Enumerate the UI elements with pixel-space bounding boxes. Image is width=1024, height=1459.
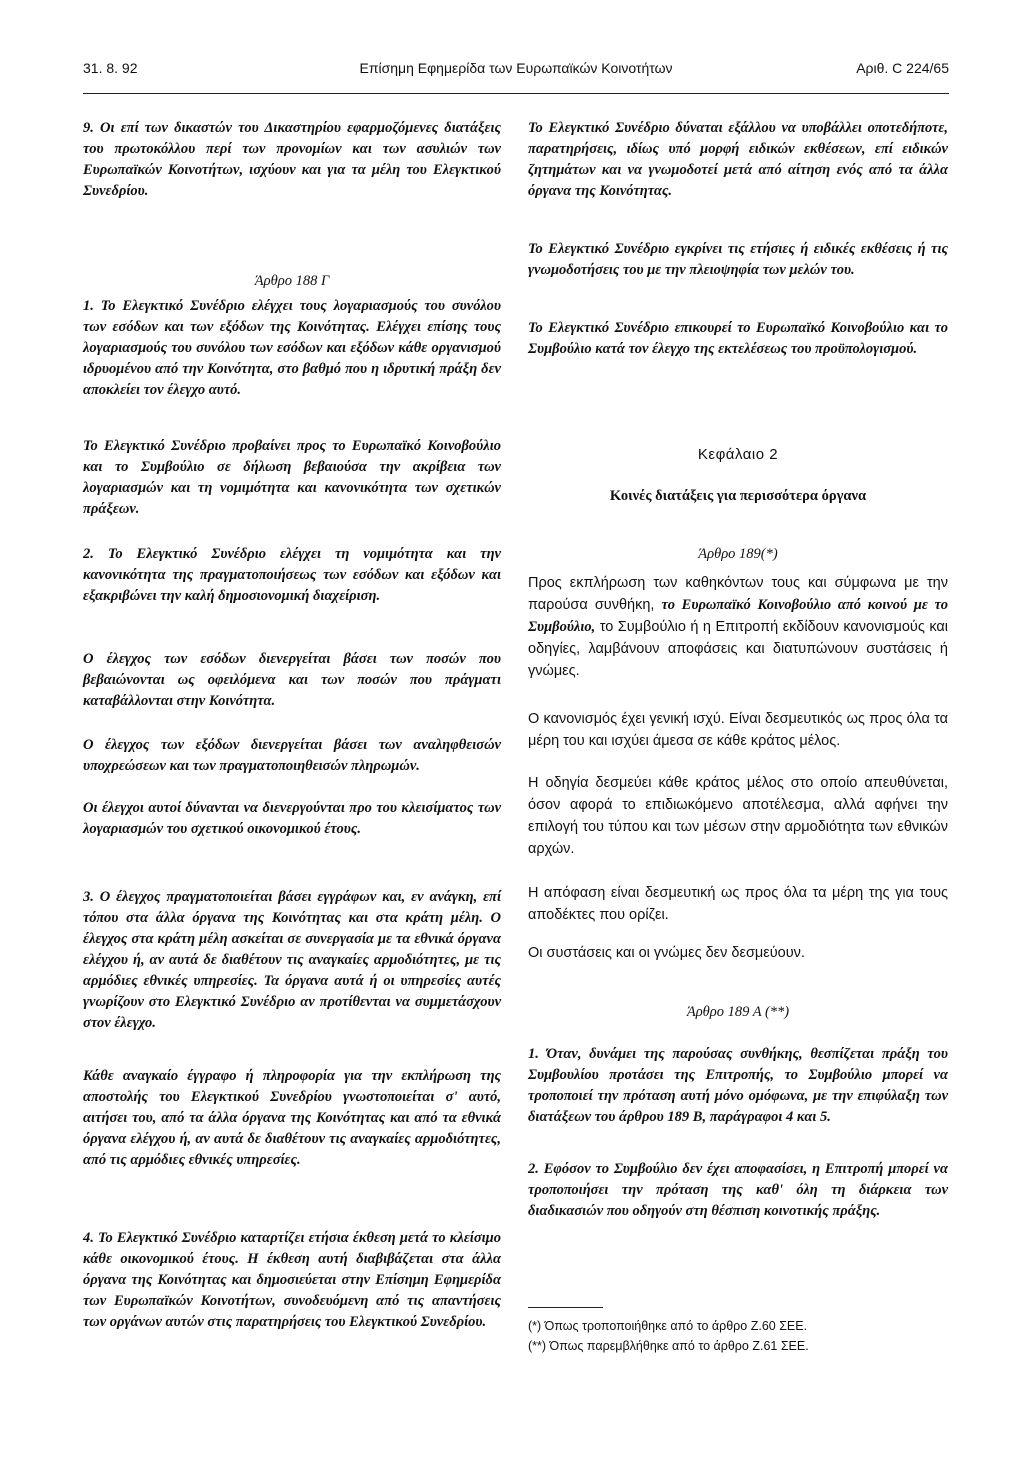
header-date: 31. 8. 92 xyxy=(83,60,138,76)
footnote-1: (*) Όπως τροποποιήθηκε από το άρθρο Ζ.60 ΣΕΕ. xyxy=(528,1319,808,1333)
paragraph-2c: Ο έλεγχος των εξόδων διενεργείται βάσει των αναληφθεισών υποχρεώσεων και των πραγματοποιηθεισών πληρωμών. xyxy=(83,737,501,774)
page-header xyxy=(83,60,949,84)
article-189-paragraph-2: Ο κανονισμός έχει γενική ισχύ. Είναι δεσμευτικός ως προς όλα τα μέρη του και ισχύει άμεσα σε κάθε κράτος μέλος. xyxy=(528,711,948,749)
article-189-text-a: Προς εκπλήρωση των καθηκόντων τους και σύμφωνα με την παρούσα συνθήκη, xyxy=(528,575,948,613)
paragraph-9: 9. Οι επί των δικαστών του Δικαστηρίου εφαρμοζόμενες διατάξεις του πρωτοκόλλου περί των προνομίων και των ασυλιών των Ευρωπαϊκών Κοινοτήτων, ισχύουν και για τα μέλη του Ελεγκτικού Συνεδρίου. xyxy=(83,120,501,199)
article-189-paragraph-3: Η οδηγία δεσμεύει κάθε κράτος μέλος στο οποίο απευθύνεται, όσον αφορά το επιδιωκόμενο αποτέλεσμα, αλλά αφήνει την επιλογή του τύπου και των μέσων στην αρμοδιότητα των εθνικών αρχών. xyxy=(528,775,948,857)
chapter-title: Κοινές διατάξεις για περισσότερα όργανα xyxy=(609,488,867,504)
header-issue-number: Αριθ. C 224/65 xyxy=(856,60,949,76)
paragraph-3b: Κάθε αναγκαίο έγγραφο ή πληροφορία για την εκπλήρωση της αποστολής του Ελεγκτικού Συνεδρίου γνωστοποιείται σ' αυτό, αιτήσει του, από τα άλλα όργανα της Κοινότητας και από τα εθνικά όργανα ελέγχου ή, αν αυτά δε διαθέτουν τις αναγκαίες αρμοδιότητες, από τις αρμόδιες εθνικές υπηρεσίες. xyxy=(83,1068,501,1168)
article-heading-188g: Άρθρο 188 Γ xyxy=(254,273,330,289)
header-rule xyxy=(83,93,949,94)
article-189a-paragraph-2: 2. Εφόσον το Συμβούλιο δεν έχει αποφασίσει, η Επιτροπή μπορεί να τροποποιήσει την πρόταση της καθ' όλη τη διάρκεια των διαδικασιών που οδηγούν στη θέσπιση κοινοτικής πράξης. xyxy=(528,1161,948,1219)
article-189-text-b: το Συμβούλιο ή η Επιτροπή εκδίδουν κανονισμούς και οδηγίες, λαμβάνουν αποφάσεις και διατυπώνουν συστάσεις ή γνώμες. xyxy=(528,619,948,679)
paragraph-1: 1. Το Ελεγκτικό Συνέδριο ελέγχει τους λογαριασμούς του συνόλου των εσόδων και των εξόδων της Κοινότητας. Ελέγχει επίσης τους λογαριασμούς του συνόλου των εσόδων και εξόδων κάθε οργανισμού ιδρυομένου από την Κοινότητα, στο βαθμό που η ιδρυτική πράξη δεν αποκλείει τον έλεγχο αυτό. xyxy=(83,298,501,398)
paragraph-2: 2. Το Ελεγκτικό Συνέδριο ελέγχει τη νομιμότητα και την κανονικότητα της πραγματοποιήσεως των εσόδων και εξόδων και εξακριβώνει την καλή δημοσιονομική διαχείριση. xyxy=(83,546,501,604)
article-heading-189a: Άρθρο 189 Α (**) xyxy=(686,1004,790,1020)
article-189-paragraph-5: Οι συστάσεις και οι γνώμες δεν δεσμεύουν. xyxy=(528,945,805,961)
header-journal-title: Επίσημη Εφημερίδα των Ευρωπαϊκών Κοινοτήτων xyxy=(359,60,673,76)
article-heading-189: Άρθρο 189(*) xyxy=(698,546,778,562)
footnote-2: (**) Όπως παρεμβλήθηκε από το άρθρο Ζ.61 ΣΕΕ. xyxy=(528,1339,809,1353)
footnote-rule xyxy=(528,1307,603,1308)
paragraph-2b: Ο έλεγχος των εσόδων διενεργείται βάσει των ποσών που βεβαιώνονται ως οφειλόμενα και των ποσών που πράγματι καταβάλλονται στην Κοινότητα. xyxy=(83,651,501,709)
paragraph-1b: Το Ελεγκτικό Συνέδριο προβαίνει προς το Ευρωπαϊκό Κοινοβούλιο και το Συμβούλιο σε δήλωση βεβαιούσα την ακρίβεια των λογαριασμών και τη νομιμότητα και κανονικότητα των σχετικών πράξεων. xyxy=(83,438,501,517)
right-paragraph-2: Το Ελεγκτικό Συνέδριο εγκρίνει τις ετήσιες ή ειδικές εκθέσεις ή τις γνωμοδοτήσεις του με την πλειοψηφία των μελών του. xyxy=(528,241,948,278)
paragraph-2d: Οι έλεγχοι αυτοί δύνανται να διενεργούνται προ του κλεισίματος των λογαριασμών του σχετικού οικονομικού έτους. xyxy=(83,800,501,837)
article-189a-paragraph-1: 1. Όταν, δυνάμει της παρούσας συνθήκης, θεσπίζεται πράξη του Συμβουλίου προτάσει της Επιτροπής, το Συμβούλιο μπορεί να τροποποιεί την πρόταση αυτή μόνο ομόφωνα, με την επιφύλαξη των διατάξεων του άρθρου 189 Β, παράγραφοι 4 και 5. xyxy=(528,1046,948,1125)
paragraph-4: 4. Το Ελεγκτικό Συνέδριο καταρτίζει ετήσια έκθεση μετά το κλείσιμο κάθε οικονομικού έτους. Η έκθεση αυτή διαβιβάζεται στα άλλα όργανα της Κοινότητας και δημοσιεύεται στην Επίσημη Εφημερίδα των Ευρωπαϊκών Κοινοτήτων, συνοδευόμενη από τις απαντήσεις των οργάνων αυτών στις παρατηρήσεις του Ελεγκτικού Συνεδρίου. xyxy=(83,1230,501,1330)
article-189-text-emphasis: το Ευρωπαϊκό Κοινοβούλιο από κοινού με το Συμβούλιο, xyxy=(528,597,948,635)
right-paragraph-1: Το Ελεγκτικό Συνέδριο δύναται εξάλλου να υποβάλλει οποτεδήποτε, παρατηρήσεις, ιδίως υπό μορφή ειδικών εκθέσεων, επί ειδικών ζητημάτων και να γνωμοδοτεί μετά από αίτηση ενός από τα άλλα όργανα της Κοινότητας. xyxy=(528,120,948,199)
chapter-heading: Κεφάλαιο 2 xyxy=(697,446,779,463)
right-paragraph-3: Το Ελεγκτικό Συνέδριο επικουρεί το Ευρωπαϊκό Κοινοβούλιο και το Συμβούλιο κατά τον έλεγχο της εκτελέσεως του προϋπολογισμού. xyxy=(528,320,948,357)
paragraph-3: 3. Ο έλεγχος πραγματοποιείται βάσει εγγράφων και, εν ανάγκη, επί τόπου στα άλλα όργανα της Κοινότητας και στα κράτη μέλη. Ο έλεγχος στα κράτη μέλη ασκείται σε συνεργασία με τα εθνικά όργανα ελέγχου ή, αν αυτά δε διαθέτουν τις αναγκαίες αρμοδιότητες, με τις αρμόδιες εθνικές υπηρεσίες. Τα όργανα αυτά ή οι υπηρεσίες αυτές γνωρίζουν στο Ελεγκτικό Συνέδριο αν προτίθενται να συμμετάσχουν στον έλεγχο. xyxy=(83,889,501,1031)
article-189-paragraph-4: Η απόφαση είναι δεσμευτική ως προς όλα τα μέρη της για τους αποδέκτες που ορίζει. xyxy=(528,885,948,923)
article-189-paragraph-1 xyxy=(528,572,948,682)
